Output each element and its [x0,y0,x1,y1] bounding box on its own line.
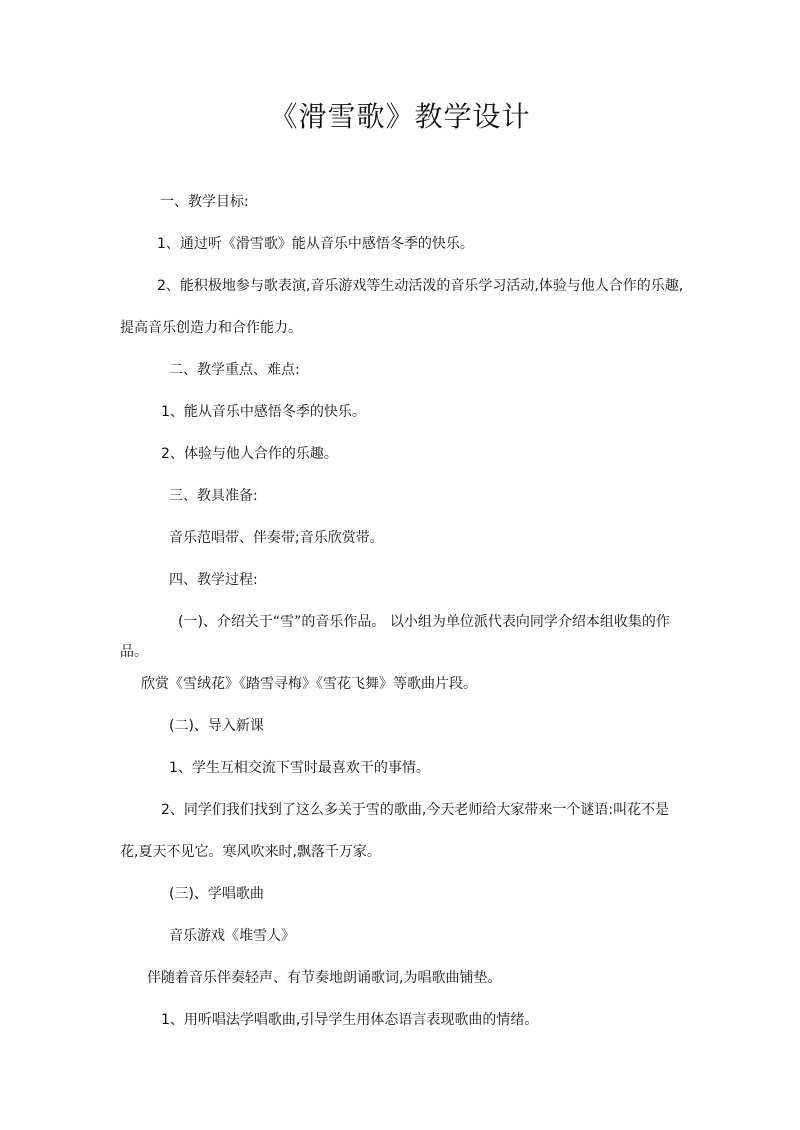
process-step-3-heading: (三)、学唱歌曲 [169,886,264,902]
music-game-text: 音乐游戏《堆雪人》 [169,928,295,944]
key-point-item-1: 1、能从音乐中感悟冬季的快乐。 [161,404,366,420]
key-point-item-2: 2、体验与他人合作的乐趣。 [161,446,338,462]
process-step-1: (一)、介绍关于“雪”的音乐作品。 以小组为单位派代表向同学介绍本组收集的作 [178,614,670,630]
process-step-2-heading: (二)、导入新课 [169,718,264,734]
objective-item-2-continued: 提高音乐创造力和合作能力。 [120,320,302,336]
accompaniment-text: 伴随着音乐伴奏轻声、有节奏地朗诵歌词,为唱歌曲铺垫。 [147,970,502,986]
document-title: 《滑雪歌》教学设计 [269,100,531,133]
process-step-2-item-2-continued: 花,夏天不见它。寒风吹来时,飘落千万家。 [120,844,381,860]
process-step-2-item-1: 1、学生互相交流下雪时最喜欢干的事情。 [169,760,430,776]
section-heading-objectives: 一、教学目标: [160,194,249,210]
process-step-2-item-2: 2、同学们我们找到了这么多关于雪的歌曲,今天老师给大家带来一个谜语:叫花不是 [161,802,670,818]
process-step-1-continued: 品。 [120,644,148,660]
objective-item-1: 1、通过听《滑雪歌》能从音乐中感悟冬季的快乐。 [157,236,474,252]
materials-text: 音乐范唱带、伴奏带;音乐欣赏带。 [169,530,384,546]
section-heading-key-points: 二、教学重点、难点: [169,362,300,378]
appreciation-text: 欣赏《雪绒花》《踏雪寻梅》《雪花飞舞》等歌曲片段。 [141,676,477,692]
objective-item-2: 2、能积极地参与歌表演,音乐游戏等生动活泼的音乐学习活动,体验与他人合作的乐趣, [157,278,684,294]
process-step-3-item-1: 1、用听唱法学唱歌曲,引导学生用体态语言表现歌曲的情绪。 [161,1012,539,1028]
section-heading-process: 四、教学过程: [169,572,258,588]
section-heading-materials: 三、教具准备: [169,488,258,504]
